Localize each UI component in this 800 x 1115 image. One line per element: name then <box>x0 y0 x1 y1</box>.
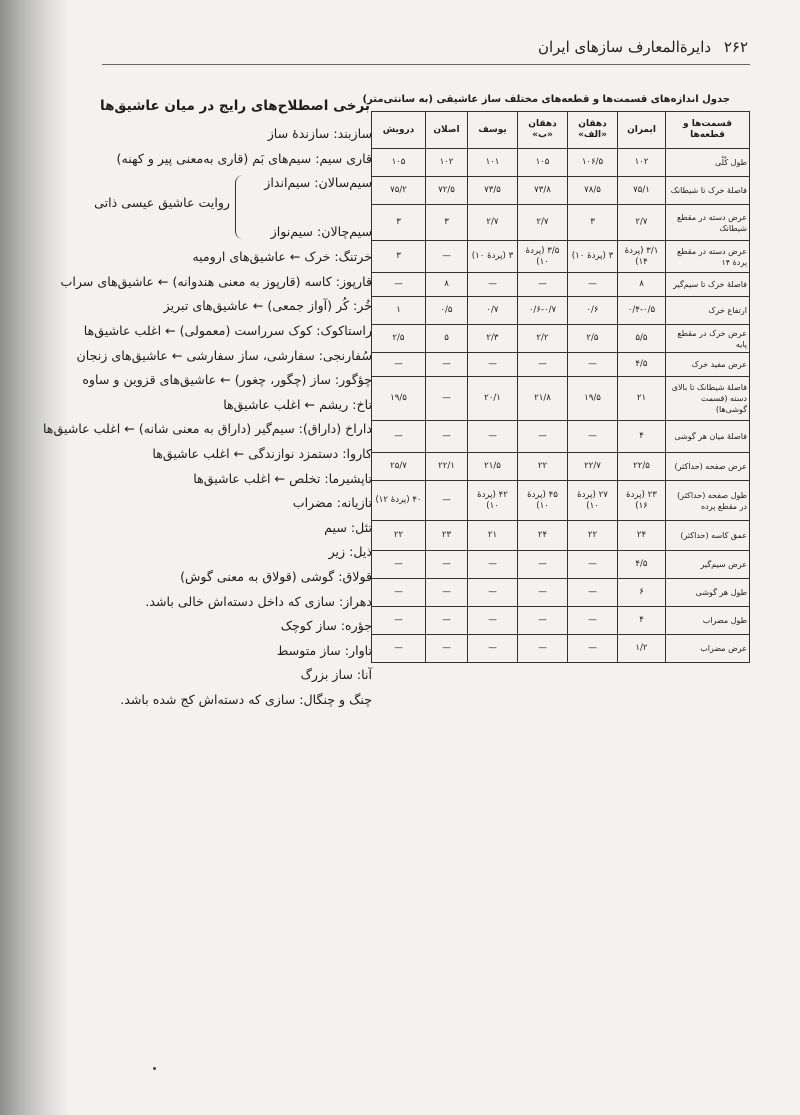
table-row <box>372 273 750 297</box>
term-entry: داراخ (داراق): سیم‌گیر (داراق به معنی شانه) ← اغلب عاشیق‌ها <box>42 421 372 437</box>
term-entry: چنگ و چنگال: سازی که دسته‌اش کج شده باشد. <box>120 691 372 707</box>
terms-list <box>0 122 372 712</box>
table-cell: ۱۹/۵ <box>372 377 426 421</box>
table-cell: — <box>568 579 618 607</box>
table-cell: — <box>468 421 518 453</box>
table-row <box>372 579 750 607</box>
table-cell: ۳ <box>372 205 426 241</box>
table-cell: — <box>518 353 568 377</box>
term-entry: تاپشیرما: تخلص ← اغلب عاشیق‌ها <box>193 470 372 486</box>
table-cell: ۷۳/۵ <box>468 177 518 205</box>
table-cell: ۲۴ <box>618 521 666 551</box>
table-cell: ۲۷ (پردهٔ ۱۰) <box>568 481 618 521</box>
table-cell: ۲/۳ <box>468 325 518 353</box>
table-cell: ۷۳/۸ <box>518 177 568 205</box>
table-header-row <box>372 112 750 149</box>
term-entry: سیم‌چالان: سیم‌نواز <box>270 224 372 240</box>
table-cell: ۲۳ (پردهٔ ۱۶) <box>618 481 666 521</box>
table-cell: ۱۰۵ <box>372 149 426 177</box>
table-cell: ۱/۲ <box>618 635 666 663</box>
table-cell: — <box>518 421 568 453</box>
table-cell: ۲۰/۱ <box>468 377 518 421</box>
term-entry: جؤره: ساز کوچک <box>280 618 372 634</box>
table-cell: — <box>518 579 568 607</box>
table-cell: ۸ <box>618 273 666 297</box>
table-cell: — <box>568 353 618 377</box>
column-header: یوسف <box>468 112 518 149</box>
table-cell: ۴ <box>618 421 666 453</box>
term-entry: سیم‌سالان: سیم‌انداز <box>264 175 372 191</box>
table-cell: ۳ (پردهٔ ۱۰) <box>468 241 518 273</box>
column-header: دهقان «الف» <box>568 112 618 149</box>
table-cell: ۷۵/۱ <box>618 177 666 205</box>
table-cell: — <box>518 273 568 297</box>
table-row <box>372 607 750 635</box>
term-entry: ذیل: زیر <box>328 544 372 560</box>
table-cell: — <box>468 607 518 635</box>
table-row <box>372 453 750 481</box>
table-cell: ۸ <box>426 273 468 297</box>
term-entry: راستاکوک: کوک سرراست (معمولی) ← اغلب عاشیق‌ها <box>83 322 372 338</box>
table-cell: — <box>468 273 518 297</box>
term-entry: سازبند: سازندهٔ ساز <box>267 126 372 141</box>
table-row <box>372 377 750 421</box>
table-cell: ۲/۷ <box>468 205 518 241</box>
term-entry: قاری سیم: سیم‌های بَم (قاری به‌معنی پیر و کهنه) <box>116 150 372 166</box>
table-cell: ۰/۶ <box>568 297 618 325</box>
table-cell: — <box>426 421 468 453</box>
table-cell: ۱۰۵ <box>518 149 568 177</box>
book-title: دایرة‌المعارف سازهای ایران <box>537 38 712 56</box>
table-row <box>372 149 750 177</box>
row-label: طول مضراب <box>666 607 750 635</box>
row-label: فاصلهٔ میان هر گوشی <box>666 421 750 453</box>
table-cell: ۱۹/۵ <box>568 377 618 421</box>
row-label: عرض مضراب <box>666 635 750 663</box>
table-cell: ۱۰۶/۵ <box>568 149 618 177</box>
table-cell: ۰/۴-۰/۵ <box>618 297 666 325</box>
table-cell: — <box>568 551 618 579</box>
table-cell: ۴ <box>618 607 666 635</box>
page-mark <box>153 1067 156 1070</box>
table-cell: ۶ <box>618 579 666 607</box>
table-cell: — <box>426 377 468 421</box>
table-cell: ۲۴ <box>518 521 568 551</box>
table-cell: ۲۵/۷ <box>372 453 426 481</box>
table-cell: ۴۰ (پردهٔ ۱۲) <box>372 481 426 521</box>
table-cell: ۱۰۲ <box>426 149 468 177</box>
table-cell: — <box>372 607 426 635</box>
row-label: طول صفحه (حداکثر) در مقطع پرده <box>666 481 750 521</box>
table-cell: ۴/۵ <box>618 551 666 579</box>
table-cell: — <box>426 579 468 607</box>
table-cell: — <box>518 551 568 579</box>
table-cell: ۲/۷ <box>618 205 666 241</box>
table-cell: — <box>426 607 468 635</box>
term-entry: آنا: ساز بزرگ <box>300 667 372 683</box>
row-label: عرض صفحه (حداکثر) <box>666 453 750 481</box>
table-cell: ۳/۱ (پردهٔ ۱۴) <box>618 241 666 273</box>
bracket-note: روایت عاشیق عیسی ذاتی <box>94 195 230 211</box>
table-cell: ۲۱/۵ <box>468 453 518 481</box>
table-cell: — <box>426 481 468 521</box>
column-header: دهقان «ب» <box>518 112 568 149</box>
term-entry: دهراز: سازی که داخل دسته‌اش خالی باشد. <box>145 593 372 609</box>
table-row <box>372 635 750 663</box>
table-cell: — <box>468 635 518 663</box>
row-label: عرض سیم‌گیر <box>666 551 750 579</box>
table-cell: ۲۲/۵ <box>618 453 666 481</box>
table-row <box>372 325 750 353</box>
term-entry: سُفارنجی: سفارشی، ساز سفارشی ← عاشیق‌های زنجان <box>76 347 372 363</box>
page-number: ۲۶۲ <box>723 38 748 56</box>
bracketed-terms <box>0 171 372 245</box>
table-cell: ۰/۵ <box>426 297 468 325</box>
row-label: عرض مفید خرک <box>666 353 750 377</box>
table-cell: ۲۱/۸ <box>518 377 568 421</box>
row-label: فاصلهٔ شیطانک تا بالای دسته (قسمت گوشی‌ها) <box>666 377 750 421</box>
column-header: درویش <box>372 112 426 149</box>
terms-section-title: برخی اصطلاح‌های رایج در میان عاشیق‌ها <box>100 98 370 114</box>
table-cell: ۲۱ <box>618 377 666 421</box>
table-cell: — <box>468 579 518 607</box>
term-entry: خُر: کُر (آواز جمعی) ← عاشیق‌های تبریز <box>163 298 372 314</box>
table-cell: — <box>568 421 618 453</box>
row-label: ارتفاع خرک <box>666 297 750 325</box>
table-cell: ۲/۲ <box>518 325 568 353</box>
table-cell: — <box>372 353 426 377</box>
term-entry: کاروا: دستمزد نوازندگی ← اغلب عاشیق‌ها <box>152 445 372 461</box>
table-cell: ۵/۵ <box>618 325 666 353</box>
column-header: قسمت‌ها و قطعه‌ها <box>666 112 750 149</box>
table-row <box>372 297 750 325</box>
table-row <box>372 353 750 377</box>
table-cell: ۴۵ (پردهٔ ۱۰) <box>518 481 568 521</box>
table-cell: — <box>426 551 468 579</box>
term-entry: تاخ: ریشم ← اغلب عاشیق‌ها <box>223 396 372 412</box>
table-cell: ۷۲/۵ <box>426 177 468 205</box>
table-cell: ۴۲ (پردهٔ ۱۰) <box>468 481 518 521</box>
table-cell: ۲/۵ <box>568 325 618 353</box>
table-row <box>372 521 750 551</box>
table-cell: ۲۲ <box>568 521 618 551</box>
term-entry: قولاق: گوشی (قولاق به معنی گوش) <box>180 568 372 584</box>
term-entry: تازیانه: مضراب <box>292 495 372 511</box>
table-cell: ۱۰۲ <box>618 149 666 177</box>
table-cell: — <box>468 353 518 377</box>
table-row <box>372 481 750 521</box>
row-label: طول هر گوشی <box>666 579 750 607</box>
table-cell: ۲۲/۱ <box>426 453 468 481</box>
table-cell: ۴/۵ <box>618 353 666 377</box>
table-cell: — <box>568 635 618 663</box>
table-cell: ۱ <box>372 297 426 325</box>
table-cell: ۰/۶-۰/۷ <box>518 297 568 325</box>
table-row <box>372 421 750 453</box>
table-cell: — <box>468 551 518 579</box>
table-cell: ۳/۵ (پردهٔ ۱۰) <box>518 241 568 273</box>
table-cell: ۳ <box>372 241 426 273</box>
table-row <box>372 205 750 241</box>
row-label: عرض خرک در مقطع پایه <box>666 325 750 353</box>
measurements-table <box>371 111 750 663</box>
table-cell: ۱۰۱ <box>468 149 518 177</box>
term-entry: تاوار: ساز متوسط <box>276 642 372 658</box>
row-label: عرض دسته در مقطع شیطانک <box>666 205 750 241</box>
table-cell: ۳ <box>568 205 618 241</box>
table-cell: ۲۲ <box>518 453 568 481</box>
table-cell: — <box>426 241 468 273</box>
table-cell: ۲۱ <box>468 521 518 551</box>
table-cell: ۲۲ <box>372 521 426 551</box>
row-label: عرض دسته در مقطع پردهٔ ۱۴ <box>666 241 750 273</box>
table-cell: ۳ (پردهٔ ۱۰) <box>568 241 618 273</box>
table-row <box>372 177 750 205</box>
term-entry: تئل: سیم <box>324 519 372 535</box>
table-cell: — <box>426 353 468 377</box>
table-cell: — <box>426 635 468 663</box>
term-entry: خرتنگ: خرک ← عاشیق‌های ارومیه <box>192 249 372 265</box>
column-header: اصلان <box>426 112 468 149</box>
table-cell: — <box>372 579 426 607</box>
row-label: فاصلهٔ خرک تا سیم‌گیر <box>666 273 750 297</box>
column-header: ایمران <box>618 112 666 149</box>
table-cell: ۷۵/۲ <box>372 177 426 205</box>
table-row <box>372 241 750 273</box>
row-label: عمق کاسه (حداکثر) <box>666 521 750 551</box>
row-label: طول کُلّی <box>666 149 750 177</box>
table-cell: — <box>372 421 426 453</box>
table-cell: ۰/۷ <box>468 297 518 325</box>
term-entry: چؤگور: ساز (چگور، چغور) ← عاشیق‌های قزوین و ساوه <box>82 372 372 388</box>
term-entry: قارپوز: کاسه (قارپوز به معنی هندوانه) ← عاشیق‌های سراب <box>60 273 372 289</box>
table-cell: ۲۳ <box>426 521 468 551</box>
table-cell: ۷۸/۵ <box>568 177 618 205</box>
table-cell: — <box>372 551 426 579</box>
table-cell: — <box>568 273 618 297</box>
table-title: جدول اندازه‌های قسمت‌ها و قطعه‌های مختلف ساز عاشیقی (به سانتی‌متر) <box>362 94 730 105</box>
table-cell: ۲۲/۷ <box>568 453 618 481</box>
table-cell: ۲/۷ <box>518 205 568 241</box>
table-cell: — <box>518 607 568 635</box>
row-label: فاصلهٔ خرک تا شیطانک <box>666 177 750 205</box>
table-row <box>372 551 750 579</box>
header-rule <box>102 64 750 65</box>
table-cell: — <box>518 635 568 663</box>
table-cell: — <box>372 635 426 663</box>
table-cell: ۵ <box>426 325 468 353</box>
running-header <box>538 38 748 56</box>
table-cell: — <box>372 273 426 297</box>
table-cell: — <box>568 607 618 635</box>
table-cell: ۲/۵ <box>372 325 426 353</box>
brace-mark <box>235 175 244 239</box>
table-cell: ۳ <box>426 205 468 241</box>
